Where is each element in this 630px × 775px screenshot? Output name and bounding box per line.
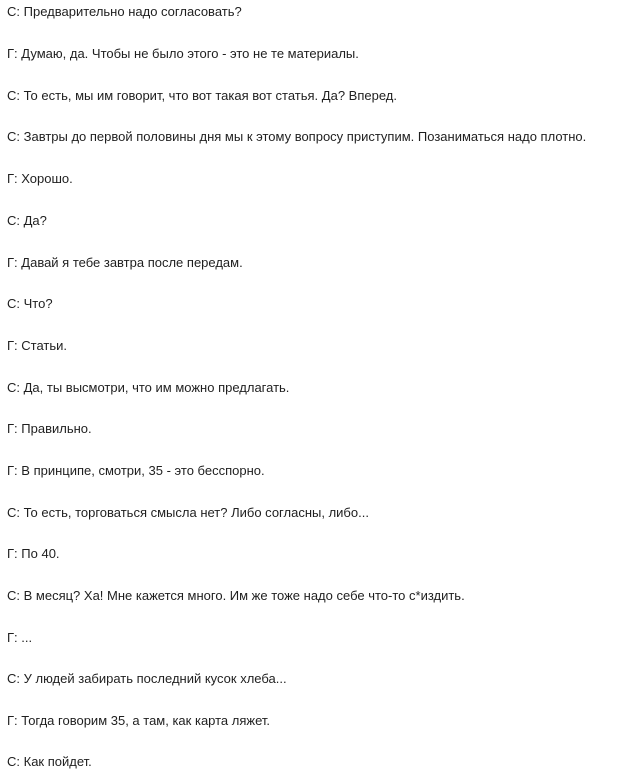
transcript-line <box>7 544 60 564</box>
transcript-line <box>7 378 289 398</box>
speaker-label: Г: <box>7 463 18 478</box>
transcript-line <box>7 419 92 439</box>
transcript-line <box>7 169 73 189</box>
transcript-line <box>7 294 53 314</box>
line-text: Завтры до первой половины дня мы к этому вопросу приступим. Позаниматься надо плотно. <box>23 129 587 144</box>
line-text: Давай я тебе завтра после передам. <box>21 255 243 270</box>
speaker-label: С: <box>7 296 20 311</box>
line-text: Что? <box>23 296 53 311</box>
transcript-line <box>7 336 67 356</box>
transcript-line <box>7 44 359 64</box>
speaker-label: Г: <box>7 421 18 436</box>
speaker-label: С: <box>7 671 20 686</box>
speaker-label: С: <box>7 505 20 520</box>
transcript-line <box>7 2 242 22</box>
line-text: Как пойдет. <box>23 754 92 769</box>
speaker-label: С: <box>7 754 20 769</box>
line-text: То есть, торговаться смысла нет? Либо согласны, либо... <box>23 505 369 520</box>
speaker-label: Г: <box>7 546 18 561</box>
speaker-label: С: <box>7 380 20 395</box>
speaker-label: С: <box>7 588 20 603</box>
speaker-label: С: <box>7 129 20 144</box>
speaker-label: С: <box>7 4 20 19</box>
transcript-line <box>7 461 265 481</box>
line-text: ... <box>21 630 33 645</box>
transcript-line <box>7 586 465 606</box>
speaker-label: Г: <box>7 46 18 61</box>
transcript-line <box>7 211 47 231</box>
line-text: По 40. <box>21 546 60 561</box>
line-text: Тогда говорим 35, а там, как карта ляжет. <box>21 713 271 728</box>
speaker-label: С: <box>7 213 20 228</box>
line-text: Предварительно надо согласовать? <box>23 4 242 19</box>
speaker-label: Г: <box>7 713 18 728</box>
transcript-line <box>7 253 243 273</box>
line-text: То есть, мы им говорит, что вот такая вот статья. Да? Вперед. <box>23 88 397 103</box>
transcript-line <box>7 711 270 731</box>
line-text: Хорошо. <box>21 171 73 186</box>
transcript-line <box>7 628 32 648</box>
line-text: В принципе, смотри, 35 - это бесспорно. <box>21 463 265 478</box>
transcript-line <box>7 86 397 106</box>
transcript-line <box>7 127 586 147</box>
line-text: Да? <box>23 213 47 228</box>
line-text: В месяц? Ха! Мне кажется много. Им же тоже надо себе что-то с*издить. <box>23 588 465 603</box>
transcript-line <box>7 503 369 523</box>
speaker-label: Г: <box>7 171 18 186</box>
line-text: Думаю, да. Чтобы не было этого - это не те материалы. <box>21 46 359 61</box>
transcript-line <box>7 752 92 772</box>
line-text: Да, ты высмотри, что им можно предлагать. <box>23 380 290 395</box>
speaker-label: С: <box>7 88 20 103</box>
line-text: Статьи. <box>21 338 68 353</box>
transcript-line <box>7 669 287 689</box>
line-text: У людей забирать последний кусок хлеба... <box>23 671 287 686</box>
speaker-label: Г: <box>7 255 18 270</box>
speaker-label: Г: <box>7 630 18 645</box>
speaker-label: Г: <box>7 338 18 353</box>
line-text: Правильно. <box>21 421 92 436</box>
